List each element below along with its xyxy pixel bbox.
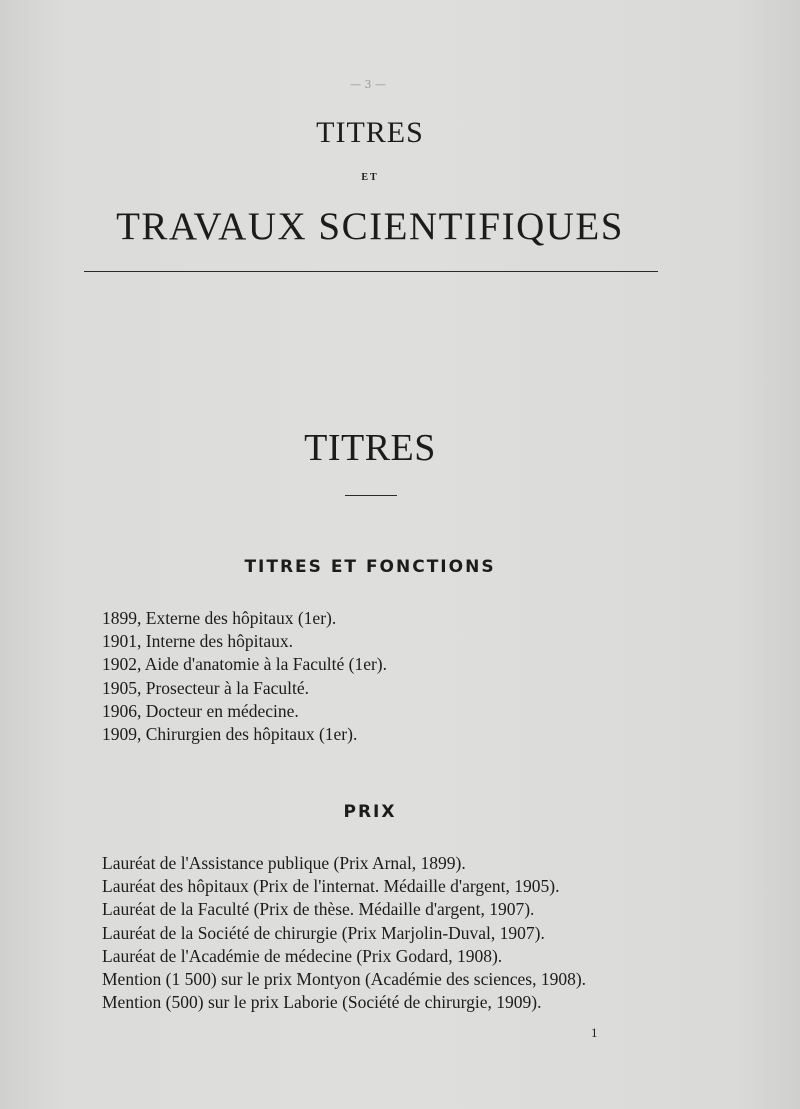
page-mark: — 3 — xyxy=(350,78,386,91)
list-item: 1905, Prosecteur à la Faculté. xyxy=(102,677,310,698)
list-item: 1901, Interne des hôpitaux. xyxy=(102,631,293,652)
title-main: TRAVAUX SCIENTIFIQUES xyxy=(116,205,624,248)
list-item: Lauréat de l'Assistance publique (Prix Arnal, 1899). xyxy=(102,853,466,873)
title-top: TITRES xyxy=(316,116,424,149)
list-item: 1902, Aide d'anatomie à la Faculté (1er). xyxy=(102,654,387,675)
title-divider xyxy=(84,271,658,272)
list-item: Lauréat des hôpitaux (Prix de l'internat. Médaille d'argent, 1905). xyxy=(102,876,560,897)
list-item: Mention (500) sur le prix Laborie (Société de chirurgie, 1909). xyxy=(102,992,542,1013)
page-number: 1 xyxy=(591,1025,598,1040)
list-item: Mention (1 500) sur le prix Montyon (Académie des sciences, 1908). xyxy=(102,968,587,989)
title-conjunction: ET xyxy=(361,172,379,183)
section-divider xyxy=(345,495,397,496)
prix-heading: PRIX xyxy=(343,802,397,822)
list-item: 1906, Docteur en médecine. xyxy=(102,700,299,721)
list-item: Lauréat de la Faculté (Prix de thèse. Médaille d'argent, 1907). xyxy=(102,899,535,920)
prix-list xyxy=(102,852,586,1014)
list-item: 1909, Chirurgien des hôpitaux (1er). xyxy=(102,723,358,744)
list-item: Lauréat de la Société de chirurgie (Prix Marjolin-Duval, 1907). xyxy=(102,922,545,943)
titres-fonctions-list xyxy=(102,607,387,746)
list-item: 1899, Externe des hôpitaux (1er). xyxy=(102,608,337,628)
titres-fonctions-heading: TITRES ET FONCTIONS xyxy=(244,557,496,577)
section-title: TITRES xyxy=(304,427,436,469)
list-item: Lauréat de l'Académie de médecine (Prix Godard, 1908). xyxy=(102,945,503,966)
